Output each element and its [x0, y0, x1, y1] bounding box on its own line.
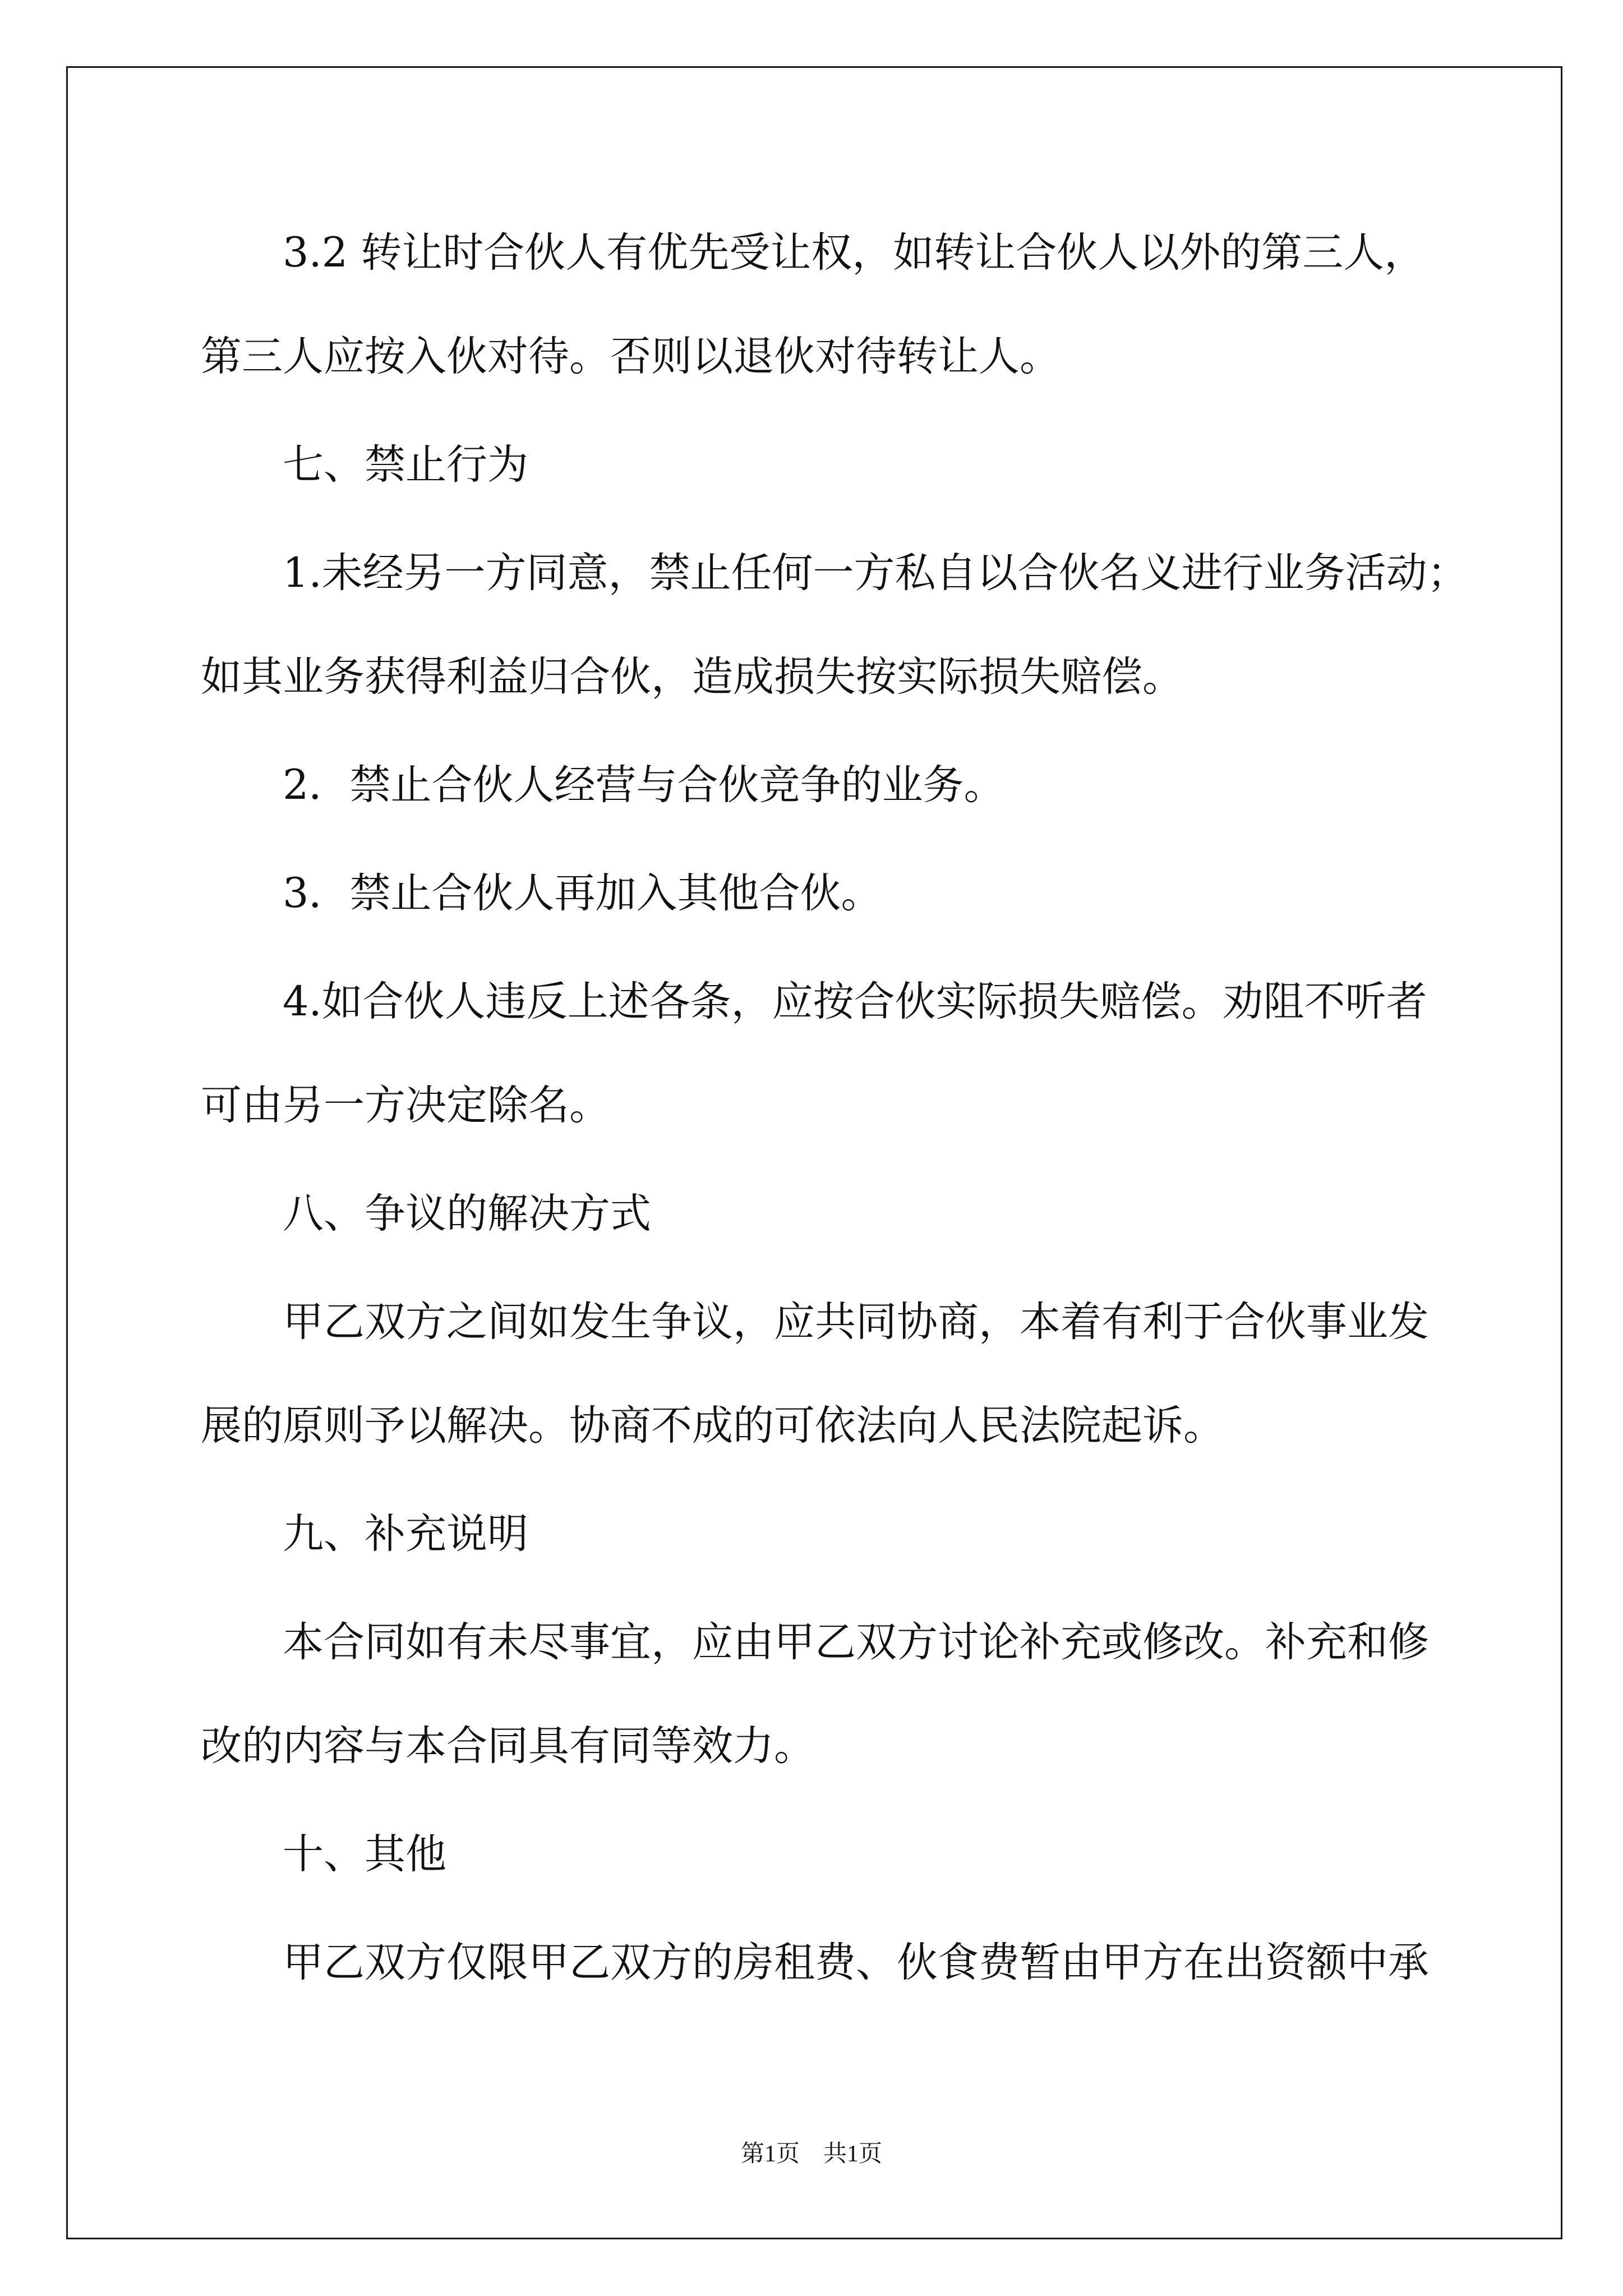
clause-paragraph	[201, 1911, 1446, 2014]
clause-paragraph	[201, 1270, 1446, 1478]
clause-paragraph	[201, 1590, 1446, 1798]
paragraph-line: 2．禁止合伙人经营与合伙竞争的业务。	[283, 761, 1005, 809]
section-heading-text: 七、禁止行为	[283, 441, 528, 489]
section-heading	[201, 413, 1446, 517]
document-body	[201, 201, 1468, 2019]
paragraph-line: 甲乙双方仅限甲乙双方的房租费、伙食费暂由甲方在出资额中承	[283, 1939, 1429, 1986]
clause-paragraph	[201, 950, 1446, 1157]
paragraph-line: 3．禁止合伙人再加入其他合伙。	[283, 869, 882, 917]
section-heading	[201, 1802, 1446, 1906]
paragraph-line: 改的内容与本合同具有同等效力。	[201, 1722, 815, 1770]
section-heading-text: 十、其他	[283, 1830, 446, 1878]
paragraph-line: 本合同如有未尽事宜，应由甲乙双方讨论补充或修改。补充和修	[283, 1618, 1429, 1666]
clause-paragraph	[201, 733, 1446, 837]
paragraph-line: 4.如合伙人违反上述各条，应按合伙实际损失赔偿。劝阻不听者	[283, 978, 1427, 1025]
section-heading	[201, 1482, 1446, 1586]
paragraph-line: 展的原则予以解决。协商不成的可依法向人民法院起诉。	[201, 1402, 1224, 1450]
paragraph-line: 1.未经另一方同意，禁止任何一方私自以合伙名义进行业务活动；	[283, 549, 1468, 597]
paragraph-line: 可由另一方决定除名。	[201, 1082, 610, 1129]
paragraph-line: 第三人应按入伙对待。否则以退伙对待转让人。	[201, 333, 1061, 380]
section-heading-text: 八、争议的解决方式	[283, 1190, 651, 1237]
paragraph-line: 甲乙双方之间如发生争议，应共同协商，本着有利于合伙事业发	[283, 1298, 1429, 1346]
clause-paragraph	[201, 841, 1446, 945]
paragraph-line: 如其业务获得利益归合伙，造成损失按实际损失赔偿。	[201, 653, 1183, 701]
clause-paragraph	[201, 201, 1446, 408]
section-heading-text: 九、补充说明	[283, 1510, 528, 1558]
section-heading	[201, 1162, 1446, 1266]
clause-paragraph	[201, 521, 1468, 729]
page-number-footer: 第1页 共1页	[740, 2141, 882, 2167]
paragraph-line: 3.2 转让时合伙人有优先受让权，如转让合伙人以外的第三人，	[283, 229, 1426, 277]
